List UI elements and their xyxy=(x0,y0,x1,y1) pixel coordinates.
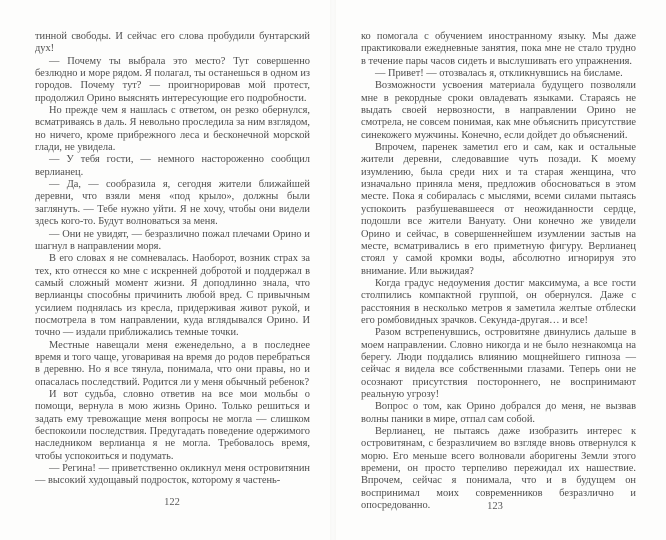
paragraph: — Почему ты выбрала это место? Тут совершенно безлюдно и море рядом. Я полагал, ты останешься в одном из городов. Почему тут? — проигнорировав мой протест, продолжил Орино выяснять интересующие его подробности. xyxy=(35,55,310,104)
paragraph: И вот судьба, словно ответив на все мои мольбы о помощи, вернула в мою жизнь Орино. Только решиться и задать ему тревожащие меня вопросы не могла — слишком беспокоили последствия. Предугадать поведение одержимого наследником верлианца я не могла. Требовалось время, чтобы успокоиться и подумать. xyxy=(35,388,310,462)
page-right xyxy=(333,0,666,540)
paragraph: Когда градус недоумения достиг максимума, а все гости столпились компактной группой, он обернулся. Даже с расстояния в несколько метров я заметила желтые отблески его ромбовидных зрачков. Секунда-другая… и все! xyxy=(361,277,636,326)
paragraph: ко помогала с обучением иностранному языку. Мы даже практиковали ежедневные занятия, пока мне не стало трудно в течение пары часов сидеть и выслушивать его упражнения. xyxy=(361,31,636,67)
paragraph: Разом встрепенувшись, островитяне двинулись дальше в моем направлении. Словно никогда и не было незнакомца на берегу. Люди поддались влиянию мощнейшего гипноза — сейчас я видела все собственными глазами. Теперь они не осознают присутствия постороннего, не воспринимают реальную угрозу! xyxy=(361,327,636,400)
paragraph: — Регина! — приветственно окликнул меня островитянин — высокий худощавый подросток, которому я частень- xyxy=(35,463,310,487)
page-right-text xyxy=(361,31,636,512)
paragraph: тинной свободы. И сейчас его слова пробудили бунтарский дух! xyxy=(35,31,310,55)
page-number-right: 123 xyxy=(487,501,503,512)
paragraph: Верлианец, не пытаясь даже изобразить интерес к островитянам, с безразличием во взгляде вновь отвернулся к морю. Его меньше всего волновали аборигены Земли этого времени, он просто терпеливо пережидал их нашествие. Впрочем, сейчас я понимала, что и в будущем он воспринимал моих современников безразлично и опосредованно. xyxy=(361,426,636,512)
paragraph: Но прежде чем я нашлась с ответом, он резко обернулся, всматриваясь в даль. Я невольно проследила за ним взглядом, но ничего, кроме прибрежного леса и бесконечной морской глади, не увидела. xyxy=(35,105,310,154)
paragraph: В его словах я не сомневалась. Наоборот, возник страх за тех, кто отнесся ко мне с искренней добротой и поддержал в самый сложный момент жизни. Я доподлинно знала, что верлианцы способны причинить любой вред. С привычным усилием поднялась из кресла, придерживая живот рукой, и посмотрела в том направлении, куда вглядывался Орино. И точно — издали приближались темные точки. xyxy=(35,253,310,339)
paragraph: — У тебя гости, — немного настороженно сообщил верлианец. xyxy=(35,154,310,178)
paragraph: Возможности усвоения материала будущего позволяли мне в рекордные сроки овладевать языками. Стараясь не выдать своей нервозности, в направлении Орино не смотрела, не совсем понимая, как мне объяснить присутствие синекожего мужчины. Конечно, если дойдет до объяснений. xyxy=(361,80,636,141)
paragraph: Местные навещали меня еженедельно, а в последнее время и того чаще, уговаривая на время до родов перебраться в деревню. Но я все тянула, понимала, что они правы, но и опасалась последствий. Родится ли у меня обычный ребенок? xyxy=(35,339,310,388)
paragraph: — Они не увидят, — безразлично пожал плечами Орино и шагнул в направлении моря. xyxy=(35,228,310,252)
paragraph: — Привет! — отозвалась я, откликнувшись на бисламе. xyxy=(375,68,623,80)
paragraph: Впрочем, паренек заметил его и сам, как и остальные жители деревни, следовавшие чуть позади. К моему изумлению, была среди них и та старая женщина, что изначально приняла меня, предложив обосноваться в этом месте. Пока я собиралась с мыслями, всеми силами пытаясь успокоить разбушевавшееся от неожиданности сердце, подошли все жители Вануату. Они конечно же увидели Орино и сейчас, в совершеннейшем изумлении застыв на месте, всматривались в его приметную фигуру. Верлианец стоял у самой кромки воды, абсолютно игнорируя это внимание. Или выжидая? xyxy=(361,142,636,277)
page-number-left: 122 xyxy=(164,497,180,508)
paragraph: — Да, — сообразила я, сегодня жители ближайшей деревни, что взяли меня «под крыло», должны были заглянуть. — Тебе нужно уйти. Я не хочу, чтобы они видели здесь кого-то. Будут волноваться за меня. xyxy=(35,179,310,228)
paragraph: Вопрос о том, как Орино добрался до меня, не вызвав волны паники в мире, отпал сам собой. xyxy=(361,401,636,425)
page-left-text xyxy=(35,31,310,488)
